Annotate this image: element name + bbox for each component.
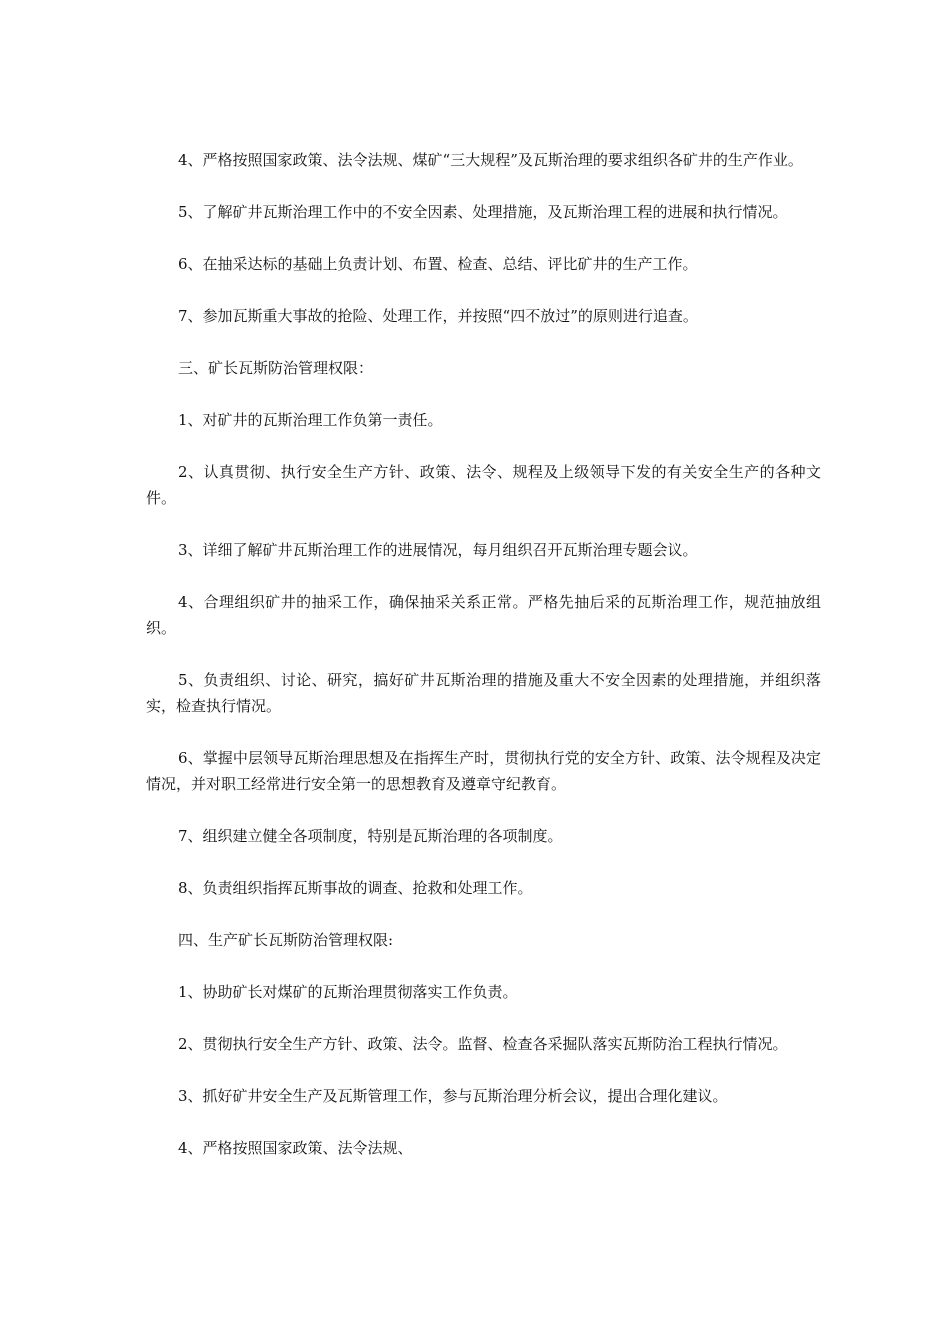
- paragraph-director-7: 7、组织建立健全各项制度，特别是瓦斯治理的各项制度。: [178, 827, 563, 845]
- paragraph-director-6: 6、掌握中层领导瓦斯治理思想及在指挥生产时，贯彻执行党的安全方针、政策、法令规程及决定情况，并对职工经常进行安全第一的思想教育及遵章守纪教育。: [146, 749, 821, 793]
- section-heading-mine-director: 三、矿长瓦斯防治管理权限：: [178, 359, 374, 377]
- paragraph-production-1: 1、协助矿长对煤矿的瓦斯治理贯彻落实工作负责。: [178, 983, 518, 1001]
- paragraph-duty-6-planning: 6、在抽采达标的基础上负责计划、布置、检查、总结、评比矿井的生产工作。: [178, 255, 698, 273]
- paragraph-production-2: 2、贯彻执行安全生产方针、政策、法令。监督、检查各采掘队落实瓦斯防治工程执行情况。: [178, 1035, 788, 1053]
- paragraph-duty-5-understand: 5、了解矿井瓦斯治理工作中的不安全因素、处理措施，及瓦斯治理工程的进展和执行情况。: [178, 203, 788, 221]
- paragraph-director-3: 3、详细了解矿井瓦斯治理工作的进展情况，每月组织召开瓦斯治理专题会议。: [178, 541, 698, 559]
- section-heading-production-director: 四、生产矿长瓦斯防治管理权限:: [178, 931, 394, 949]
- paragraph-director-5: 5、负责组织、讨论、研究，搞好矿井瓦斯治理的措施及重大不安全因素的处理措施，并组织落实，检查执行情况。: [146, 671, 821, 715]
- paragraph-director-4: 4、合理组织矿井的抽采工作，确保抽采关系正常。严格先抽后采的瓦斯治理工作，规范抽放组织。: [146, 593, 821, 637]
- paragraph-production-4: 4、严格按照国家政策、法令法规、: [178, 1139, 413, 1157]
- paragraph-director-2: 2、认真贯彻、执行安全生产方针、政策、法令、规程及上级领导下发的有关安全生产的各种文件。: [146, 463, 821, 507]
- paragraph-production-3: 3、抓好矿井安全生产及瓦斯管理工作，参与瓦斯治理分析会议，提出合理化建议。: [178, 1087, 728, 1105]
- paragraph-duty-4-regulations: 4、严格按照国家政策、法令法规、煤矿“三大规程”及瓦斯治理的要求组织各矿井的生产作业。: [178, 151, 803, 169]
- paragraph-director-8: 8、负责组织指挥瓦斯事故的调查、抢救和处理工作。: [178, 879, 533, 897]
- paragraph-duty-7-rescue: 7、参加瓦斯重大事故的抢险、处理工作，并按照“四不放过”的原则进行追查。: [178, 307, 698, 325]
- document-body: [146, 147, 821, 1187]
- paragraph-director-1: 1、对矿井的瓦斯治理工作负第一责任。: [178, 411, 443, 429]
